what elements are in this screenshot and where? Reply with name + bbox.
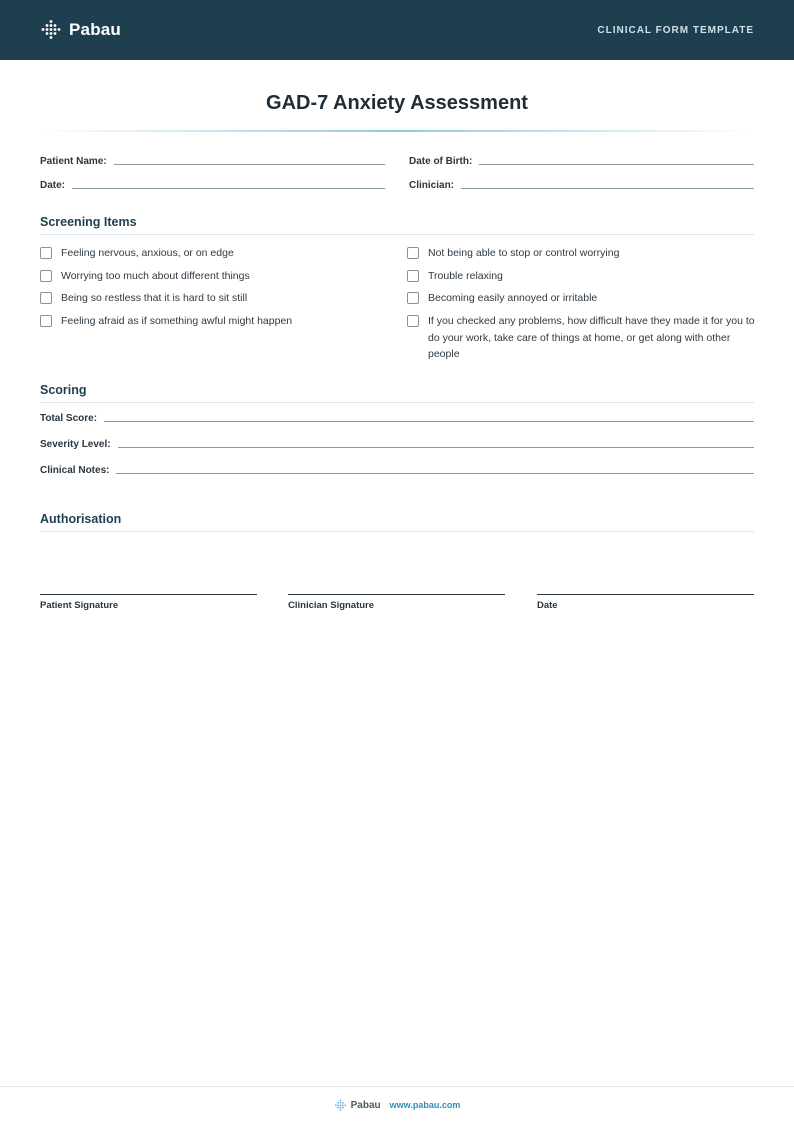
footer-logo [334,1099,381,1112]
date-of-birth-line[interactable] [479,164,754,165]
screening-item-label: Not being able to stop or control worrying [428,247,620,259]
clinical-notes-line[interactable] [116,473,754,474]
severity-level-label: Severity Level: [40,439,111,450]
total-score-line[interactable] [104,421,754,422]
checkbox[interactable] [40,270,52,282]
date-field[interactable] [40,180,385,191]
patient-signature-line[interactable] [40,594,257,595]
clinician-label: Clinician: [409,180,455,191]
patient-name-field[interactable] [40,156,385,167]
date-line[interactable] [72,188,385,189]
patient-signature-block[interactable] [40,594,257,611]
screening-item[interactable] [40,268,388,285]
severity-level-line[interactable] [118,447,754,448]
screening-item[interactable] [40,313,388,330]
clinician-field[interactable] [409,180,754,191]
screening-item[interactable] [407,245,755,262]
checkbox[interactable] [407,270,419,282]
clinical-notes-field[interactable] [40,465,754,476]
screening-items-right [407,245,755,369]
screening-item-label: Trouble relaxing [428,269,503,282]
page-header [0,0,794,60]
screening-item-label: Worrying too much about different things [61,269,250,282]
header-label: CLINICAL FORM TEMPLATE [597,24,754,36]
clinician-signature-block[interactable] [288,594,505,611]
screening-item[interactable] [407,268,755,285]
screening-item-label: Being so restless that it is hard to sit still [61,292,248,305]
date-of-birth-label: Date of Birth: [409,156,473,167]
signature-date-block[interactable] [537,594,754,611]
signature-date-label: Date [537,600,558,611]
screening-section-title: Screening Items [40,215,754,235]
date-of-birth-field[interactable] [409,156,754,167]
total-score-label: Total Score: [40,413,98,424]
checkbox[interactable] [407,315,419,327]
checkbox[interactable] [40,247,52,259]
screening-item-label: If you checked any problems, how difficult have they made it for you to do your work, take care of things at home, or get along with other people [428,315,755,361]
clinician-line[interactable] [461,188,754,189]
footer-url-link[interactable]: www.pabau.com [389,1100,461,1110]
page-title: GAD-7 Anxiety Assessment [266,92,528,114]
severity-level-field[interactable] [40,439,754,450]
checkbox[interactable] [407,292,419,304]
screening-item[interactable] [407,290,755,307]
title-divider [40,130,754,132]
brand-logo [40,19,121,41]
pabau-logo-icon [40,19,62,41]
total-score-field[interactable] [40,413,754,424]
screening-items-left [40,245,388,336]
clinician-signature-label: Clinician Signature [288,600,375,611]
patient-name-label: Patient Name: [40,156,107,167]
date-label: Date: [40,180,66,191]
brand-name: Pabau [69,20,122,39]
screening-item-label: Feeling afraid as if something awful might happen [61,315,293,328]
footer-brand-name: Pabau [350,1099,381,1111]
patient-name-line[interactable] [114,164,385,165]
screening-item-label: Feeling nervous, anxious, or on edge [61,247,234,259]
screening-item[interactable] [40,245,388,262]
checkbox[interactable] [407,247,419,259]
authorisation-section-title: Authorisation [40,512,754,532]
pabau-logo-icon [334,1099,347,1112]
checkbox[interactable] [40,292,52,304]
scoring-section-title: Scoring [40,383,754,403]
page-footer [0,1086,794,1123]
screening-item[interactable] [407,313,755,363]
screening-item-label: Becoming easily annoyed or irritable [428,292,598,305]
checkbox[interactable] [40,315,52,327]
screening-item[interactable] [40,290,388,307]
signature-date-line[interactable] [537,594,754,595]
clinician-signature-line[interactable] [288,594,505,595]
clinical-notes-label: Clinical Notes: [40,465,110,476]
patient-signature-label: Patient Signature [40,600,119,611]
